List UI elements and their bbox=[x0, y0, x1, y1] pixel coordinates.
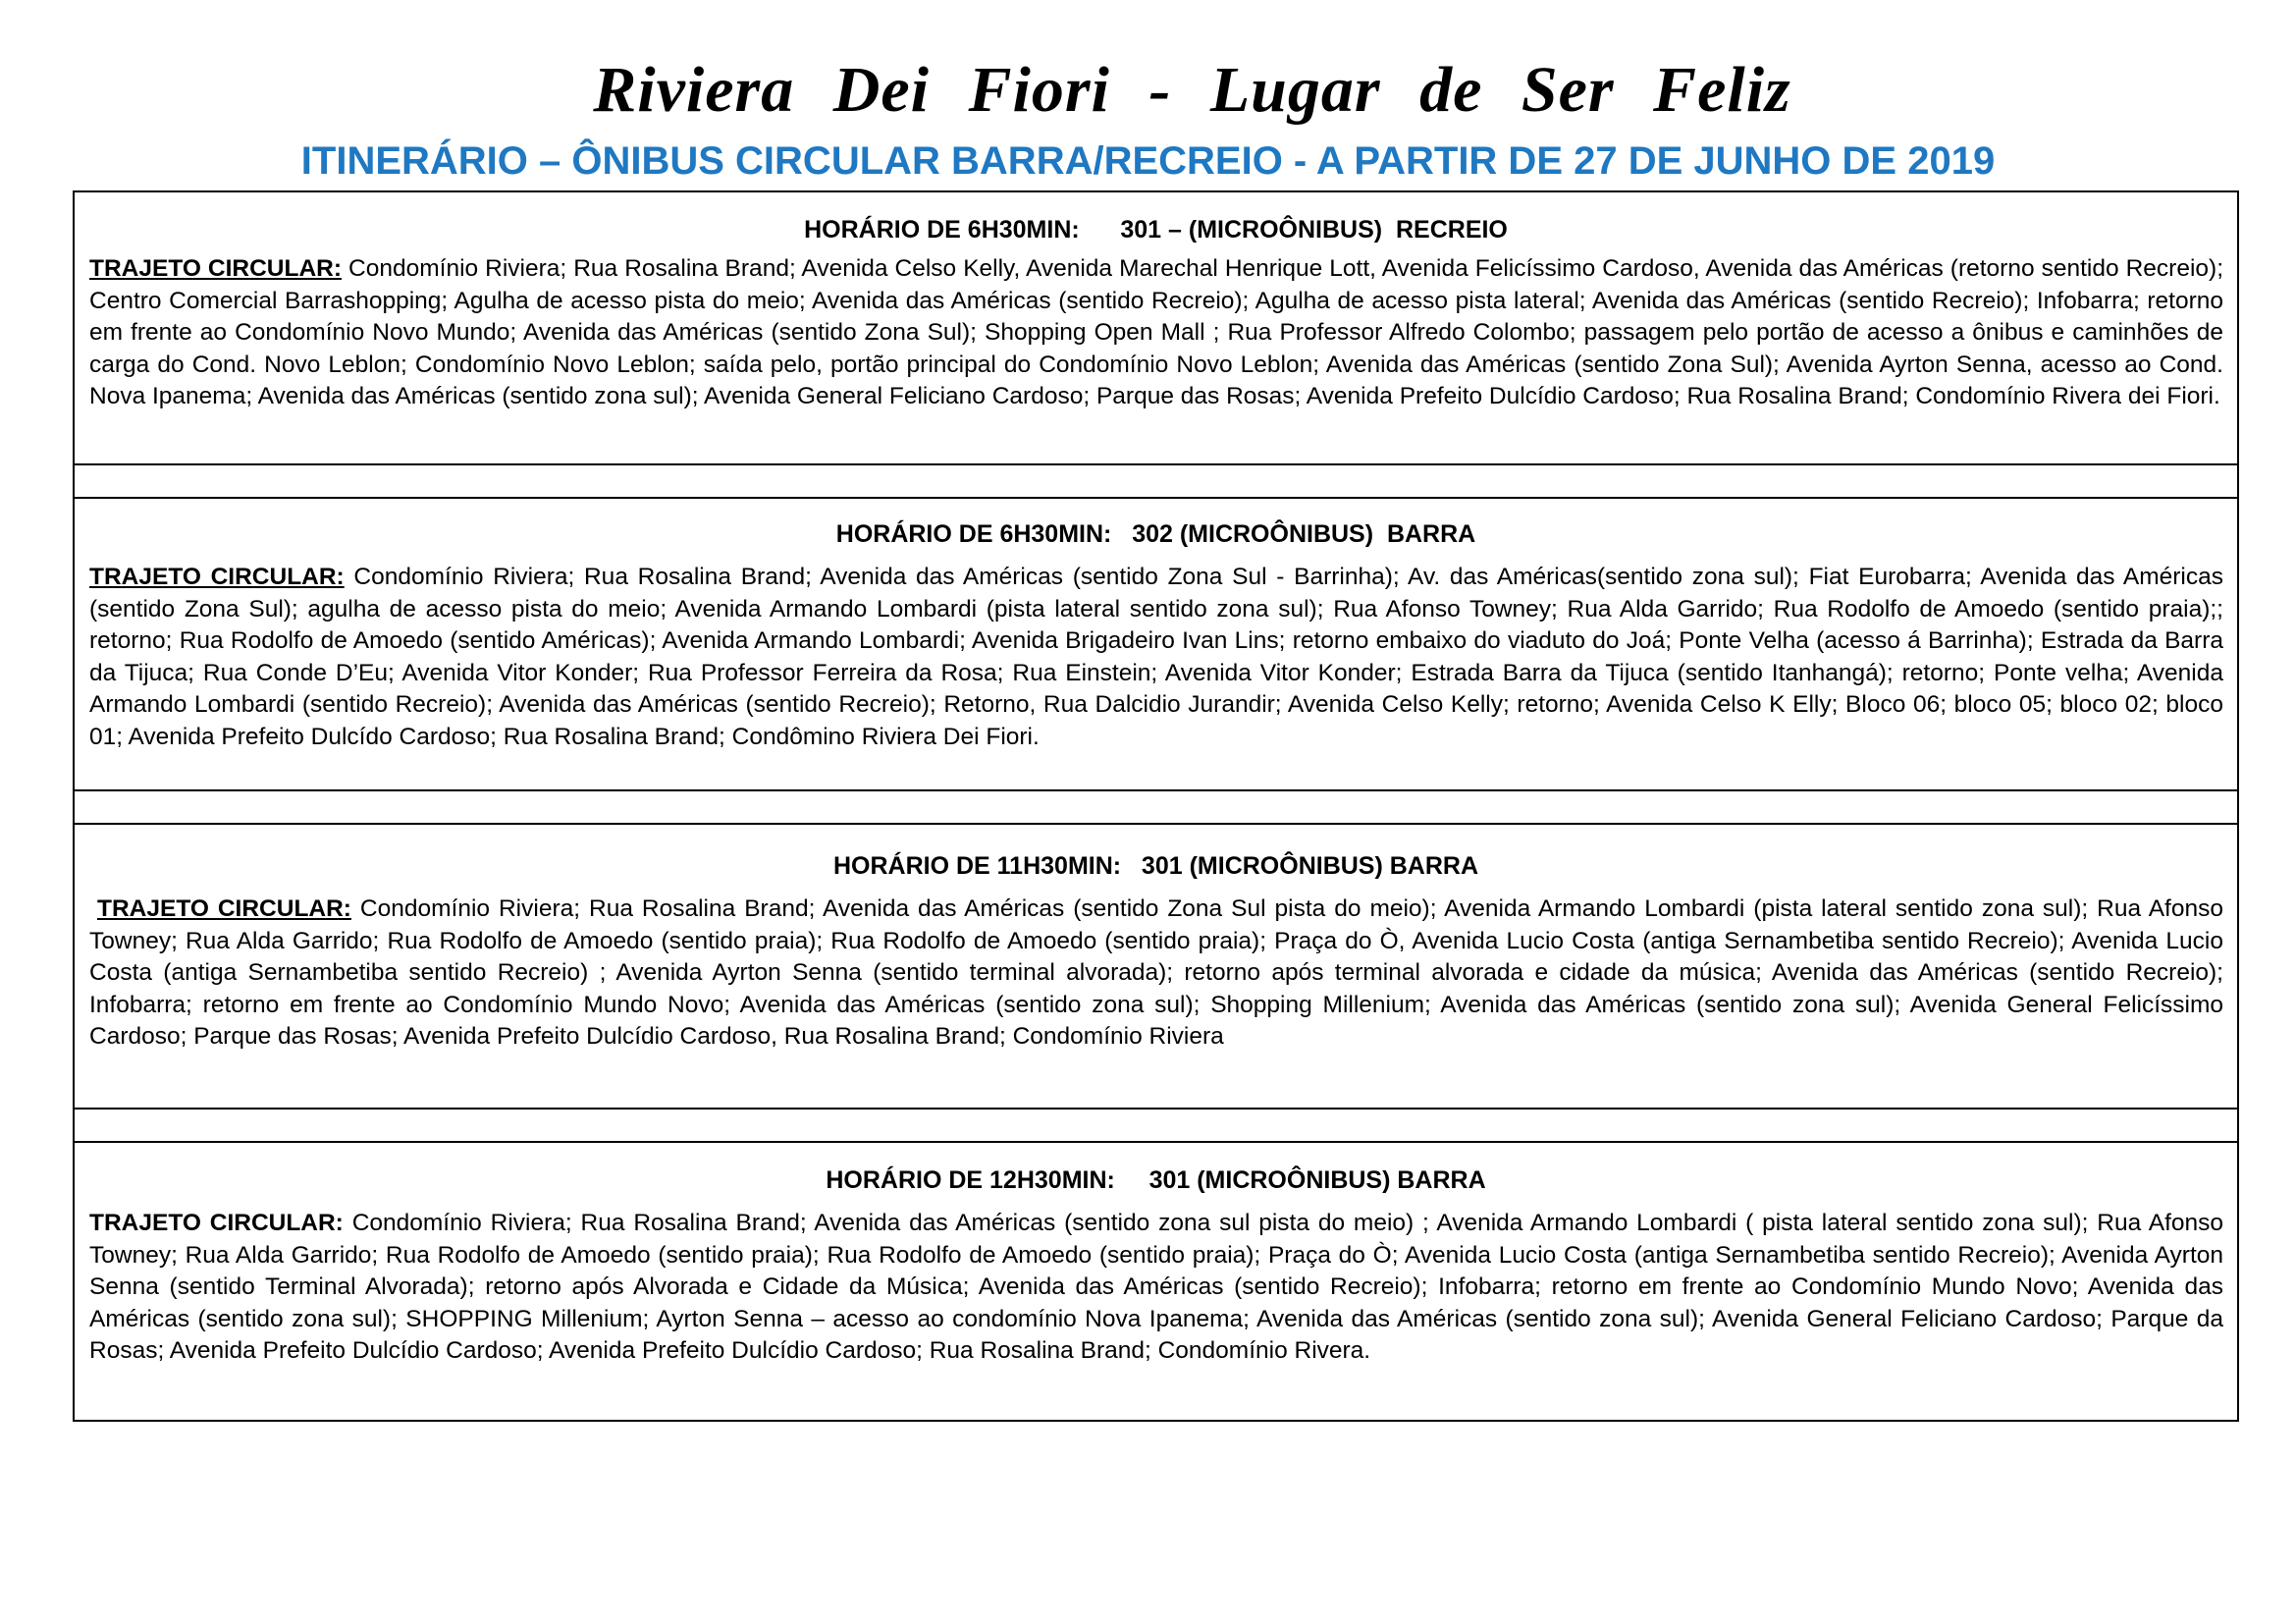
schedule-table bbox=[73, 190, 2239, 1422]
divider bbox=[75, 1141, 2237, 1143]
schedule-block-3 bbox=[75, 850, 2237, 1054]
divider bbox=[75, 463, 2237, 465]
divider bbox=[75, 823, 2237, 825]
page-title: Riviera Dei Fiori - Lugar de Ser Feliz bbox=[593, 54, 1791, 126]
schedule-block-4 bbox=[75, 1164, 2237, 1368]
route-text: Condomínio Riviera; Rua Rosalina Brand; Avenida das Américas (sentido Zona Sul pista do meio); Avenida Armando Lombardi (pista lateral sentido zona sul); Rua Afonso Towney; Rua Alda Garrido; Rua Rodolfo de Amoedo (sentido praia); Rua Rodolfo de Amoedo (sentido praia); Praça do Ò, Avenida Lucio Costa (antiga Sernambetiba sentido Recreio); Avenida Lucio Costa (antiga Sernambetiba sentido Recreio) ; Avenida Ayrton Senna (sentido terminal alvorada); retorno após terminal alvorada e cidade da música; Avenida das Américas (sentido Recreio); Infobarra; retorno em frente ao Condomínio Mundo Novo; Avenida das Américas (sentido zona sul); Shopping Millenium; Avenida das Américas (sentido zona sul); Avenida General Felicíssimo Cardoso; Parque das Rosas; Avenida Prefeito Dulcídio Cardoso, Rua Rosalina Brand; Condomínio Riviera bbox=[89, 895, 2223, 1050]
route-text: Condomínio Riviera; Rua Rosalina Brand; Avenida Celso Kelly, Avenida Marechal Henrique Lott, Avenida Felicíssimo Cardoso, Avenida das Américas (retorno sentido Recreio); Centro Comercial Barrashopping; Agulha de acesso pista do meio; Avenida das Américas (sentido Recreio); Agulha de acesso pista lateral; Avenida das Américas (sentido Recreio); Infobarra; retorno em frente ao Condomínio Novo Mundo; Avenida das Américas (sentido Zona Sul); Shopping Open Mall ; Rua Professor Alfredo Colombo; passagem pelo portão de acesso a ônibus e caminhões de carga do Cond. Novo Leblon; Condomínio Novo Leblon; saída pelo, portão principal do Condomínio Novo Leblon; Avenida das Américas (sentido Zona Sul); Avenida Ayrton Senna, acesso ao Cond. Nova Ipanema; Avenida das Américas (sentido zona sul); Avenida General Feliciano Cardoso; Parque das Rosas; Avenida Prefeito Dulcídio Cardoso; Rua Rosalina Brand; Condomínio Rivera dei Fiori. bbox=[89, 255, 2224, 409]
route-label: TRAJETO CIRCULAR: bbox=[89, 255, 343, 282]
schedule-header: HORÁRIO DE 12H30MIN: 301 (MICROÔNIBUS) BARRA bbox=[826, 1166, 1486, 1194]
route-description bbox=[89, 562, 2223, 753]
divider bbox=[75, 789, 2237, 791]
route-label: TRAJETO CIRCULAR: bbox=[97, 895, 351, 922]
route-description bbox=[89, 1208, 2223, 1368]
route-label: TRAJETO CIRCULAR: bbox=[89, 564, 345, 590]
route-description bbox=[89, 253, 2223, 413]
schedule-block-2 bbox=[75, 518, 2237, 753]
schedule-header: HORÁRIO DE 11H30MIN: 301 (MICROÔNIBUS) BARRA bbox=[832, 852, 1479, 880]
route-label: TRAJETO CIRCULAR: bbox=[89, 1210, 344, 1236]
schedule-header: HORÁRIO DE 6H30MIN: 301 – (MICROÔNIBUS) RECREIO bbox=[804, 216, 1508, 244]
divider bbox=[75, 497, 2237, 499]
route-text: Condomínio Riviera; Rua Rosalina Brand; Avenida das Américas (sentido zona sul pista do meio) ; Avenida Armando Lombardi ( pista lateral sentido zona sul); Rua Afonso Towney; Rua Alda Garrido; Rua Rodolfo de Amoedo (sentido praia); Rua Rodolfo de Amoedo (sentido praia); Praça do Ò; Avenida Lucio Costa (antiga Sernambetiba sentido Recreio); Avenida Ayrton Senna (sentido Terminal Alvorada); retorno após Alvorada e Cidade da Música; Avenida das Américas (sentido Recreio); Infobarra; retorno em frente ao Condomínio Mundo Novo; Avenida das Américas (sentido zona sul); SHOPPING Millenium; Ayrton Senna – acesso ao condomínio Nova Ipanema; Avenida das Américas (sentido zona sul); Avenida General Feliciano Cardoso; Parque da Rosas; Avenida Prefeito Dulcídio Cardoso; Avenida Prefeito Dulcídio Cardoso; Rua Rosalina Brand; Condomínio Rivera. bbox=[89, 1210, 2224, 1364]
route-description bbox=[89, 893, 2223, 1054]
divider bbox=[75, 1108, 2237, 1110]
route-text: Condomínio Riviera; Rua Rosalina Brand; Avenida das Américas (sentido Zona Sul - Barrinha); Av. das Américas(sentido zona sul); Fiat Eurobarra; Avenida das Américas (sentido Zona Sul); agulha de acesso pista do meio; Avenida Armando Lombardi (pista lateral sentido zona sul); Rua Afonso Towney; Rua Alda Garrido; Rua Rodolfo de Amoedo (sentido praia);; retorno; Rua Rodolfo de Amoedo (sentido Américas); Avenida Armando Lombardi; Avenida Brigadeiro Ivan Lins; retorno embaixo do viaduto do Joá; Ponte Velha (acesso á Barrinha); Estrada da Barra da Tijuca; Rua Conde D’Eu; Avenida Vitor Konder; Rua Professor Ferreira da Rosa; Rua Einstein; Avenida Vitor Konder; Estrada Barra da Tijuca (sentido Itanhangá); retorno; Ponte velha; Avenida Armando Lombardi (sentido Recreio); Avenida das Américas (sentido Recreio); Retorno, Rua Dalcidio Jurandir; Avenida Celso Kelly; retorno; Avenida Celso K Elly; Bloco 06; bloco 05; bloco 02; bloco 01; Avenida Prefeito Dulcído Cardoso; Rua Rosalina Brand; Condômino Riviera Dei Fiori. bbox=[89, 564, 2223, 750]
schedule-block-1 bbox=[75, 214, 2237, 413]
page-subtitle: ITINERÁRIO – ÔNIBUS CIRCULAR BARRA/RECREIO - A PARTIR DE 27 DE JUNHO DE 2019 bbox=[300, 139, 1996, 183]
schedule-header: HORÁRIO DE 6H30MIN: 302 (MICROÔNIBUS) BARRA bbox=[835, 520, 1476, 548]
